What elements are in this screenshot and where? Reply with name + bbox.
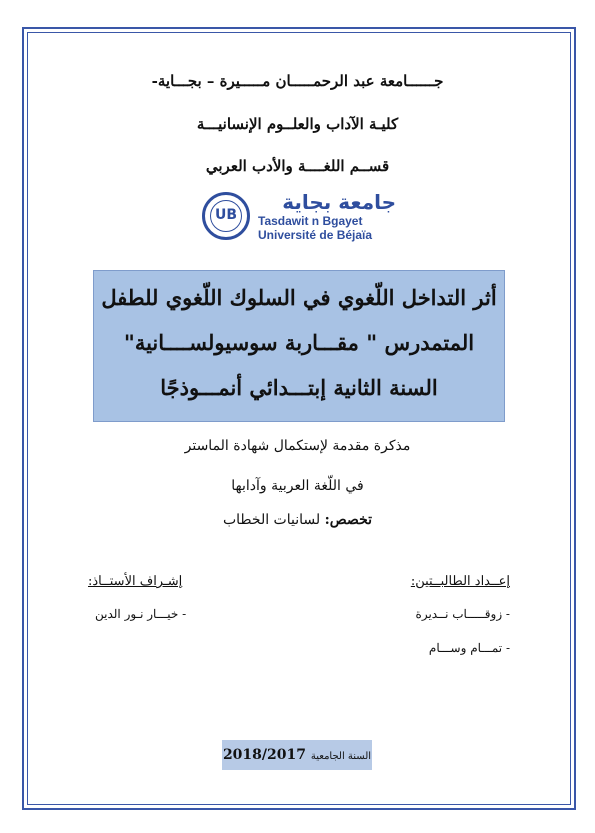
supervisor-name: - خيـــار نـور الدين [95, 607, 187, 621]
memo-field: في اللّغة العربية وآدابها [231, 478, 364, 494]
logo-tamazight-text: Tasdawit n Bgayet [258, 214, 363, 228]
university-emblem-icon [202, 192, 250, 240]
supervisor-heading: إشـراف الأستــاذ: [88, 574, 183, 589]
logo-arabic-text: جامعة بجاية [282, 190, 396, 214]
specialization-value: لسانيات الخطاب [222, 512, 321, 528]
thesis-title-line-1: أثر التداخل اللّغوي في السلوك اللّغوي للطفل [101, 285, 497, 310]
thesis-title-line-3: السنة الثانية إبتـــدائي أنمـــوذجًا [160, 375, 438, 400]
department-name: قســم اللغــــة والأدب العربي [205, 157, 390, 175]
thesis-title-box [93, 270, 505, 422]
logo-french-text: Université de Béjaïa [258, 228, 373, 242]
specialization-label: تخصص: [324, 512, 373, 528]
student-name-1: - زوقـــــاب نــديرة [415, 607, 510, 621]
academic-year-value: 2018/2017 [222, 747, 306, 763]
memo-specialization [0, 512, 595, 528]
student-name-2: - تمـــام وســـام [428, 641, 510, 655]
university-logo [200, 190, 400, 246]
academic-year-label: السنة الجامعية [310, 751, 372, 762]
memo-description: مذكرة مقدمة لإستكمال شهادة الماستر [184, 438, 411, 454]
university-name: جــــــامعة عبد الرحمـــــان مـــــيرة – بجـــاية- [151, 72, 444, 90]
emblem-letters: UB [214, 207, 238, 223]
thesis-title-line-2: المتمدرس " مقـــاربة سوسيولســــانية" [123, 330, 475, 355]
faculty-name: كليـة الآداب والعلــوم الإنسانيـــة [196, 115, 399, 133]
academic-year-box [222, 740, 372, 770]
students-heading: إعــداد الطالبــتين: [410, 574, 510, 589]
